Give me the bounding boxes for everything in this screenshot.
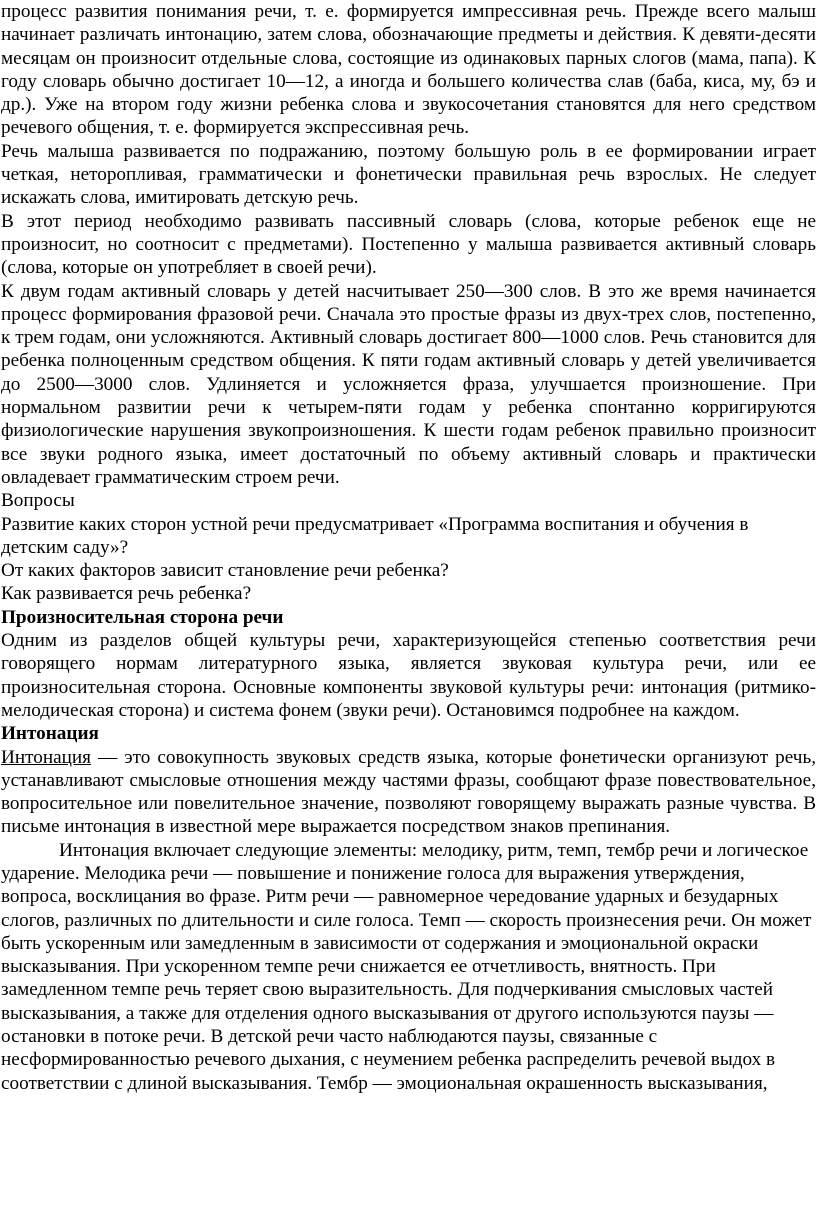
term-intonation: Интонация xyxy=(1,746,91,768)
paragraph-active-vocabulary: К двум годам активный словарь у детей насчитывает 250—300 слов. В это же время начинается процесс формирования фразовой речи. Сначала это простые фразы из двух-трех слов, постепенно, к трем годам, они усложняются. Активный словарь достигает 800—1000 слов. Речь становится для ребенка полноценным средством общения. К пяти годам активный словарь у детей увеличивается до 2500—3000 слов. Удлиняется и усложняется фраза, улучшается произношение. При нормальном развитии речи к четырем-пяти годам у ребенка спонтанно корригируются физиологические нарушения звукопроизношения. К шести годам ребенок правильно произносит все звуки родного языка, имеет достаточный по объему активный словарь и практически овладевает грамматическим строем речи. xyxy=(1,280,816,488)
section-heading-pronunciation: Произносительная сторона речи xyxy=(1,606,284,628)
questions-title: Вопросы xyxy=(1,490,75,512)
paragraph-imitation: Речь малыша развивается по подражанию, поэтому большую роль в ее формировании играет четкая, неторопливая, грамматически и фонетически правильная речь взрослых. Не следует искажать слова, имитировать детскую речь. xyxy=(1,140,816,209)
question-3: Как развивается речь ребенка? xyxy=(1,583,252,605)
paragraph-intonation-elements: Интонация включает следующие элементы: мелодику, ритм, темп, тембр речи и логическое ударение. Мелодика речи — повышение и понижение голоса для выражения утверждения, вопроса, восклицания во фразе. Ритм речи — равномерное чередование ударных и безударных слогов, различных по длительности и силе голоса. Темп — скорость произнесения речи. Он может быть ускоренным или замедленным в зависимости от содержания и эмоциональной окраски высказывания. При ускоренном темпе речи снижается ее отчетливость, внятность. При замедленном темпе речь теряет свою выразительность. Для подчеркивания смысловых частей высказывания, а также для отделения одного высказывания от другого используются паузы — остановки в потоке речи. В детской речи часто наблюдаются паузы, связанные с несформированностью речевого дыхания, с неумением ребенка распределить речевой выдох в соответствии с длиной высказывания. Тембр — эмоциональная окрашенность высказывания, xyxy=(1,839,812,1094)
question-1: Развитие каких сторон устной речи предусматривает «Программа воспитания и обучения в детским саду»? xyxy=(1,513,749,558)
paragraph-intonation-definition xyxy=(1,746,816,839)
paragraph-pronunciation: Одним из разделов общей культуры речи, характеризующейся степенью соответствия речи говорящего нормам литературного языка, является звуковая культура речи, или ее произносительная сторона. Основные компоненты звуковой культуры речи: интонация (ритмико-мелодическая сторона) и система фонем (звуки речи). Остановимся подробнее на каждом. xyxy=(1,630,816,721)
paragraph-speech-understanding: процесс развития понимания речи, т. е. формируется импрессивная речь. Прежде всего малыш начинает различать интонацию, затем слова, обозначающие предметы и действия. К девяти-десяти месяцам он произносит отдельные слова, состоящие из одинаковых парных слогов (мама, папа). К году словарь обычно достигает 10—12, а иногда и большего количества слав (баба, киса, му, бэ и др.). Уже на втором году жизни ребенка слова и звукосочетания становятся для него средством речевого общения, т. е. формируется экспрессивная речь. xyxy=(1,1,816,139)
question-2: От каких факторов зависит становление речи ребенка? xyxy=(1,560,449,582)
paragraph-passive-vocabulary: В этот период необходимо развивать пассивный словарь (слова, которые ребенок еще не произносит, но соотносит с предметами). Постепенно у малыша развивается активный словарь (слова, которые он употребляет в своей речи). xyxy=(1,210,816,279)
definition-text: — это совокупность звуковых средств языка, которые фонетически организуют речь, устанавливают смысловые отношения между частями фразы, сообщают фразе повествовательное, вопросительное или повелительное значение, позволяют говорящему выражать разные чувства. В письме интонация в известной мере выражается посредством знаков препинания. xyxy=(1,746,816,838)
section-heading-intonation: Интонация xyxy=(1,723,99,745)
